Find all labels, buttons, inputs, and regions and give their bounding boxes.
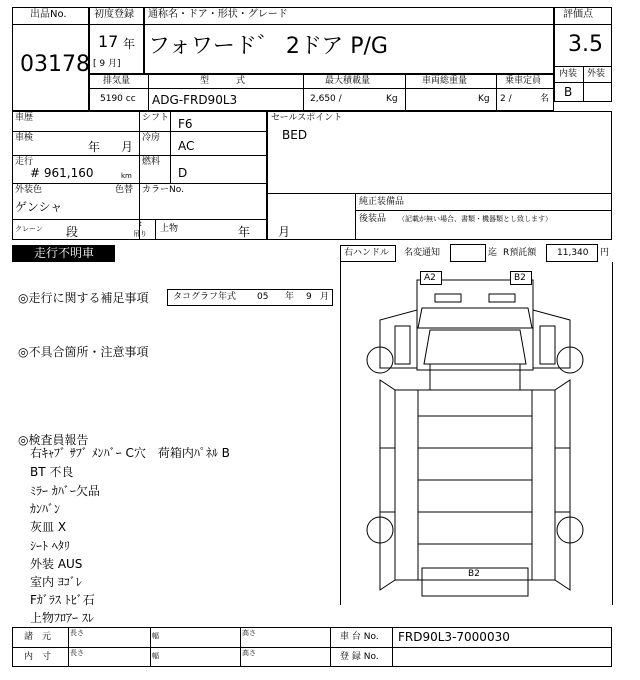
shift-label: シフト — [142, 113, 170, 123]
reg-month: [ 9 月] — [93, 59, 121, 69]
chassis-label: 車 台 No. — [340, 632, 379, 642]
grade-label: 評価点 — [563, 9, 593, 20]
exterior-label: 外装 — [587, 69, 606, 79]
capacity-unit: 名 — [540, 94, 550, 104]
sales-value: BED — [282, 128, 308, 142]
divider — [12, 131, 267, 132]
inspection-month: 月 — [121, 140, 134, 154]
reg-year-unit: 年 — [123, 37, 136, 51]
name-change-label: 名変通知 — [404, 248, 441, 258]
inspector-item: 灰皿 X — [30, 520, 67, 534]
mark-rear: B2 — [468, 569, 480, 579]
inspection-label: 車検 — [15, 133, 34, 143]
body-label: 上物 — [160, 224, 179, 234]
deadline-mark: 迄 — [488, 248, 498, 258]
divider — [612, 262, 613, 605]
divider — [170, 111, 171, 183]
defects-label: ◎不具合箇所・注意事項 — [18, 345, 149, 359]
height-label: 高さ — [242, 649, 256, 657]
height-label: 高さ — [242, 629, 256, 637]
mileage-value: # 961,160 — [30, 166, 94, 180]
divider — [330, 627, 331, 667]
inspector-item: 外装 AUS — [30, 557, 83, 571]
divider — [267, 193, 612, 194]
model-value: ADG-FRD90L3 — [152, 93, 238, 107]
divider — [496, 74, 497, 111]
history-label: 車歴 — [15, 113, 34, 123]
mark-front-right: B2 — [514, 273, 526, 283]
displacement-value: 5190 cc — [100, 94, 136, 104]
ac-value: AC — [178, 139, 195, 153]
model-label: 型 式 — [200, 76, 246, 86]
recycle-value: 11,340 — [557, 248, 589, 258]
divider — [583, 66, 584, 102]
mark-front-left: A2 — [424, 273, 436, 283]
divider — [405, 74, 406, 111]
crane-lift: 吊り — [133, 230, 147, 238]
crane-label: クレーン — [15, 225, 43, 233]
length-label: 長さ — [70, 649, 84, 657]
car-name-label: 通称名・ドア・形状・グレード — [148, 9, 288, 20]
divider — [12, 24, 89, 25]
interior-grade: B — [564, 85, 573, 99]
divider — [148, 74, 149, 111]
chassis-value: FRD90L3-7000030 — [398, 630, 510, 644]
tacho-year: 05 — [257, 292, 269, 302]
mileage-label: 走行 — [15, 157, 34, 167]
lot-no-label: 出品No. — [30, 9, 67, 20]
truck-diagram — [360, 268, 590, 603]
ac-label: 冷房 — [142, 133, 161, 143]
divider — [155, 219, 156, 240]
width-label: 幅 — [152, 652, 159, 660]
capacity-value: 2 / — [500, 94, 512, 104]
spec-label: 諸 元 — [24, 632, 52, 642]
shift-value: F6 — [178, 117, 193, 131]
max-load-label: 最大積載量 — [325, 76, 371, 86]
interior-dim-label: 内 寸 — [24, 652, 52, 662]
inspector-item: 室内 ﾖｺﾞﾚ — [30, 575, 82, 589]
inspector-item: 上物ﾌﾛｱｰ ｽﾚ — [30, 611, 94, 625]
divider — [68, 627, 69, 667]
status-banner: 走行不明車 — [12, 245, 115, 262]
inspector-item: ｶﾝﾊﾞﾝ — [30, 502, 61, 516]
color-no-label: カラーNo. — [142, 185, 184, 195]
divider — [355, 210, 612, 211]
running-supplement-label: ◎走行に関する補足事項 — [18, 291, 149, 305]
divider — [12, 155, 267, 156]
color-label: 外装色 — [15, 185, 43, 195]
divider — [355, 219, 356, 240]
tacho-month: 9 — [306, 292, 312, 302]
mileage-unit: km — [121, 172, 132, 180]
divider — [340, 262, 341, 605]
recycle-label: R預託額 — [503, 248, 537, 258]
divider — [12, 647, 612, 648]
aftermarket-note: （記載が無い場合、書類・機器類とし致します） — [398, 215, 552, 223]
grade-value: 3.5 — [568, 32, 603, 57]
inspector-label: ◎検査員報告 — [18, 433, 89, 447]
max-load-value: 2,650 / — [310, 94, 342, 104]
crane-stage: 段 — [66, 225, 79, 239]
inspector-item: Fｶﾞﾗｽ ﾄﾋﾞ石 — [30, 593, 95, 607]
inspector-item: 右ｷｬﾌﾞ ｻﾌﾞ ﾒﾝﾊﾞｰ C穴 荷箱内ﾊﾟﾈﾙ B — [30, 446, 230, 460]
car-name: フォワード゛ 2ドア P/G — [148, 34, 388, 59]
capacity-label: 乗車定員 — [505, 76, 542, 86]
max-load-unit: Kg — [386, 94, 398, 104]
name-change-field — [450, 244, 486, 262]
fuel-value: D — [178, 166, 188, 180]
divider — [150, 627, 151, 667]
tacho-year-unit: 年 — [285, 292, 295, 302]
first-reg-label: 初度登録 — [94, 9, 134, 20]
inspector-item: ﾐﾗｰ ｶﾊﾞｰ欠品 — [30, 484, 100, 498]
inspector-item: BT 不良 — [30, 465, 74, 479]
length-label: 長さ — [70, 629, 84, 637]
reg-year: 17 — [98, 32, 119, 51]
inspector-item: ｼｰﾄ ﾍﾀﾘ — [30, 539, 70, 553]
sales-label: セールスポイント — [271, 113, 343, 123]
fuel-label: 燃料 — [142, 157, 161, 167]
tacho-month-unit: 月 — [320, 292, 330, 302]
gross-weight-label: 車両総重量 — [422, 76, 468, 86]
aftermarket-label: 後装品 — [359, 214, 387, 224]
registration-label: 登 録 No. — [340, 652, 379, 662]
lot-no: 03178 — [20, 52, 90, 77]
color-code-label: 色替 — [115, 185, 134, 195]
body-month: 月 — [278, 225, 291, 239]
displacement-label: 排気量 — [103, 76, 131, 86]
body-year: 年 — [238, 225, 251, 239]
interior-label: 内装 — [559, 69, 578, 79]
divider — [392, 627, 393, 667]
divider — [12, 183, 267, 184]
width-label: 幅 — [152, 632, 159, 640]
gross-weight-unit: Kg — [478, 94, 490, 104]
crane-ton: t — [139, 220, 142, 228]
divider — [89, 88, 554, 89]
divider — [240, 627, 241, 667]
genuine-label: 純正装備品 — [359, 197, 405, 207]
inspection-year: 年 — [88, 140, 101, 154]
truck-outline-icon — [360, 268, 590, 603]
divider — [303, 74, 304, 111]
color-value: ゲンシャ — [15, 200, 63, 214]
divider — [355, 193, 356, 219]
right-hand-label: 右ハンドル — [344, 248, 390, 258]
divider — [554, 24, 612, 25]
recycle-unit: 円 — [600, 248, 610, 258]
tacho-label: タコグラフ年式 — [173, 292, 237, 302]
